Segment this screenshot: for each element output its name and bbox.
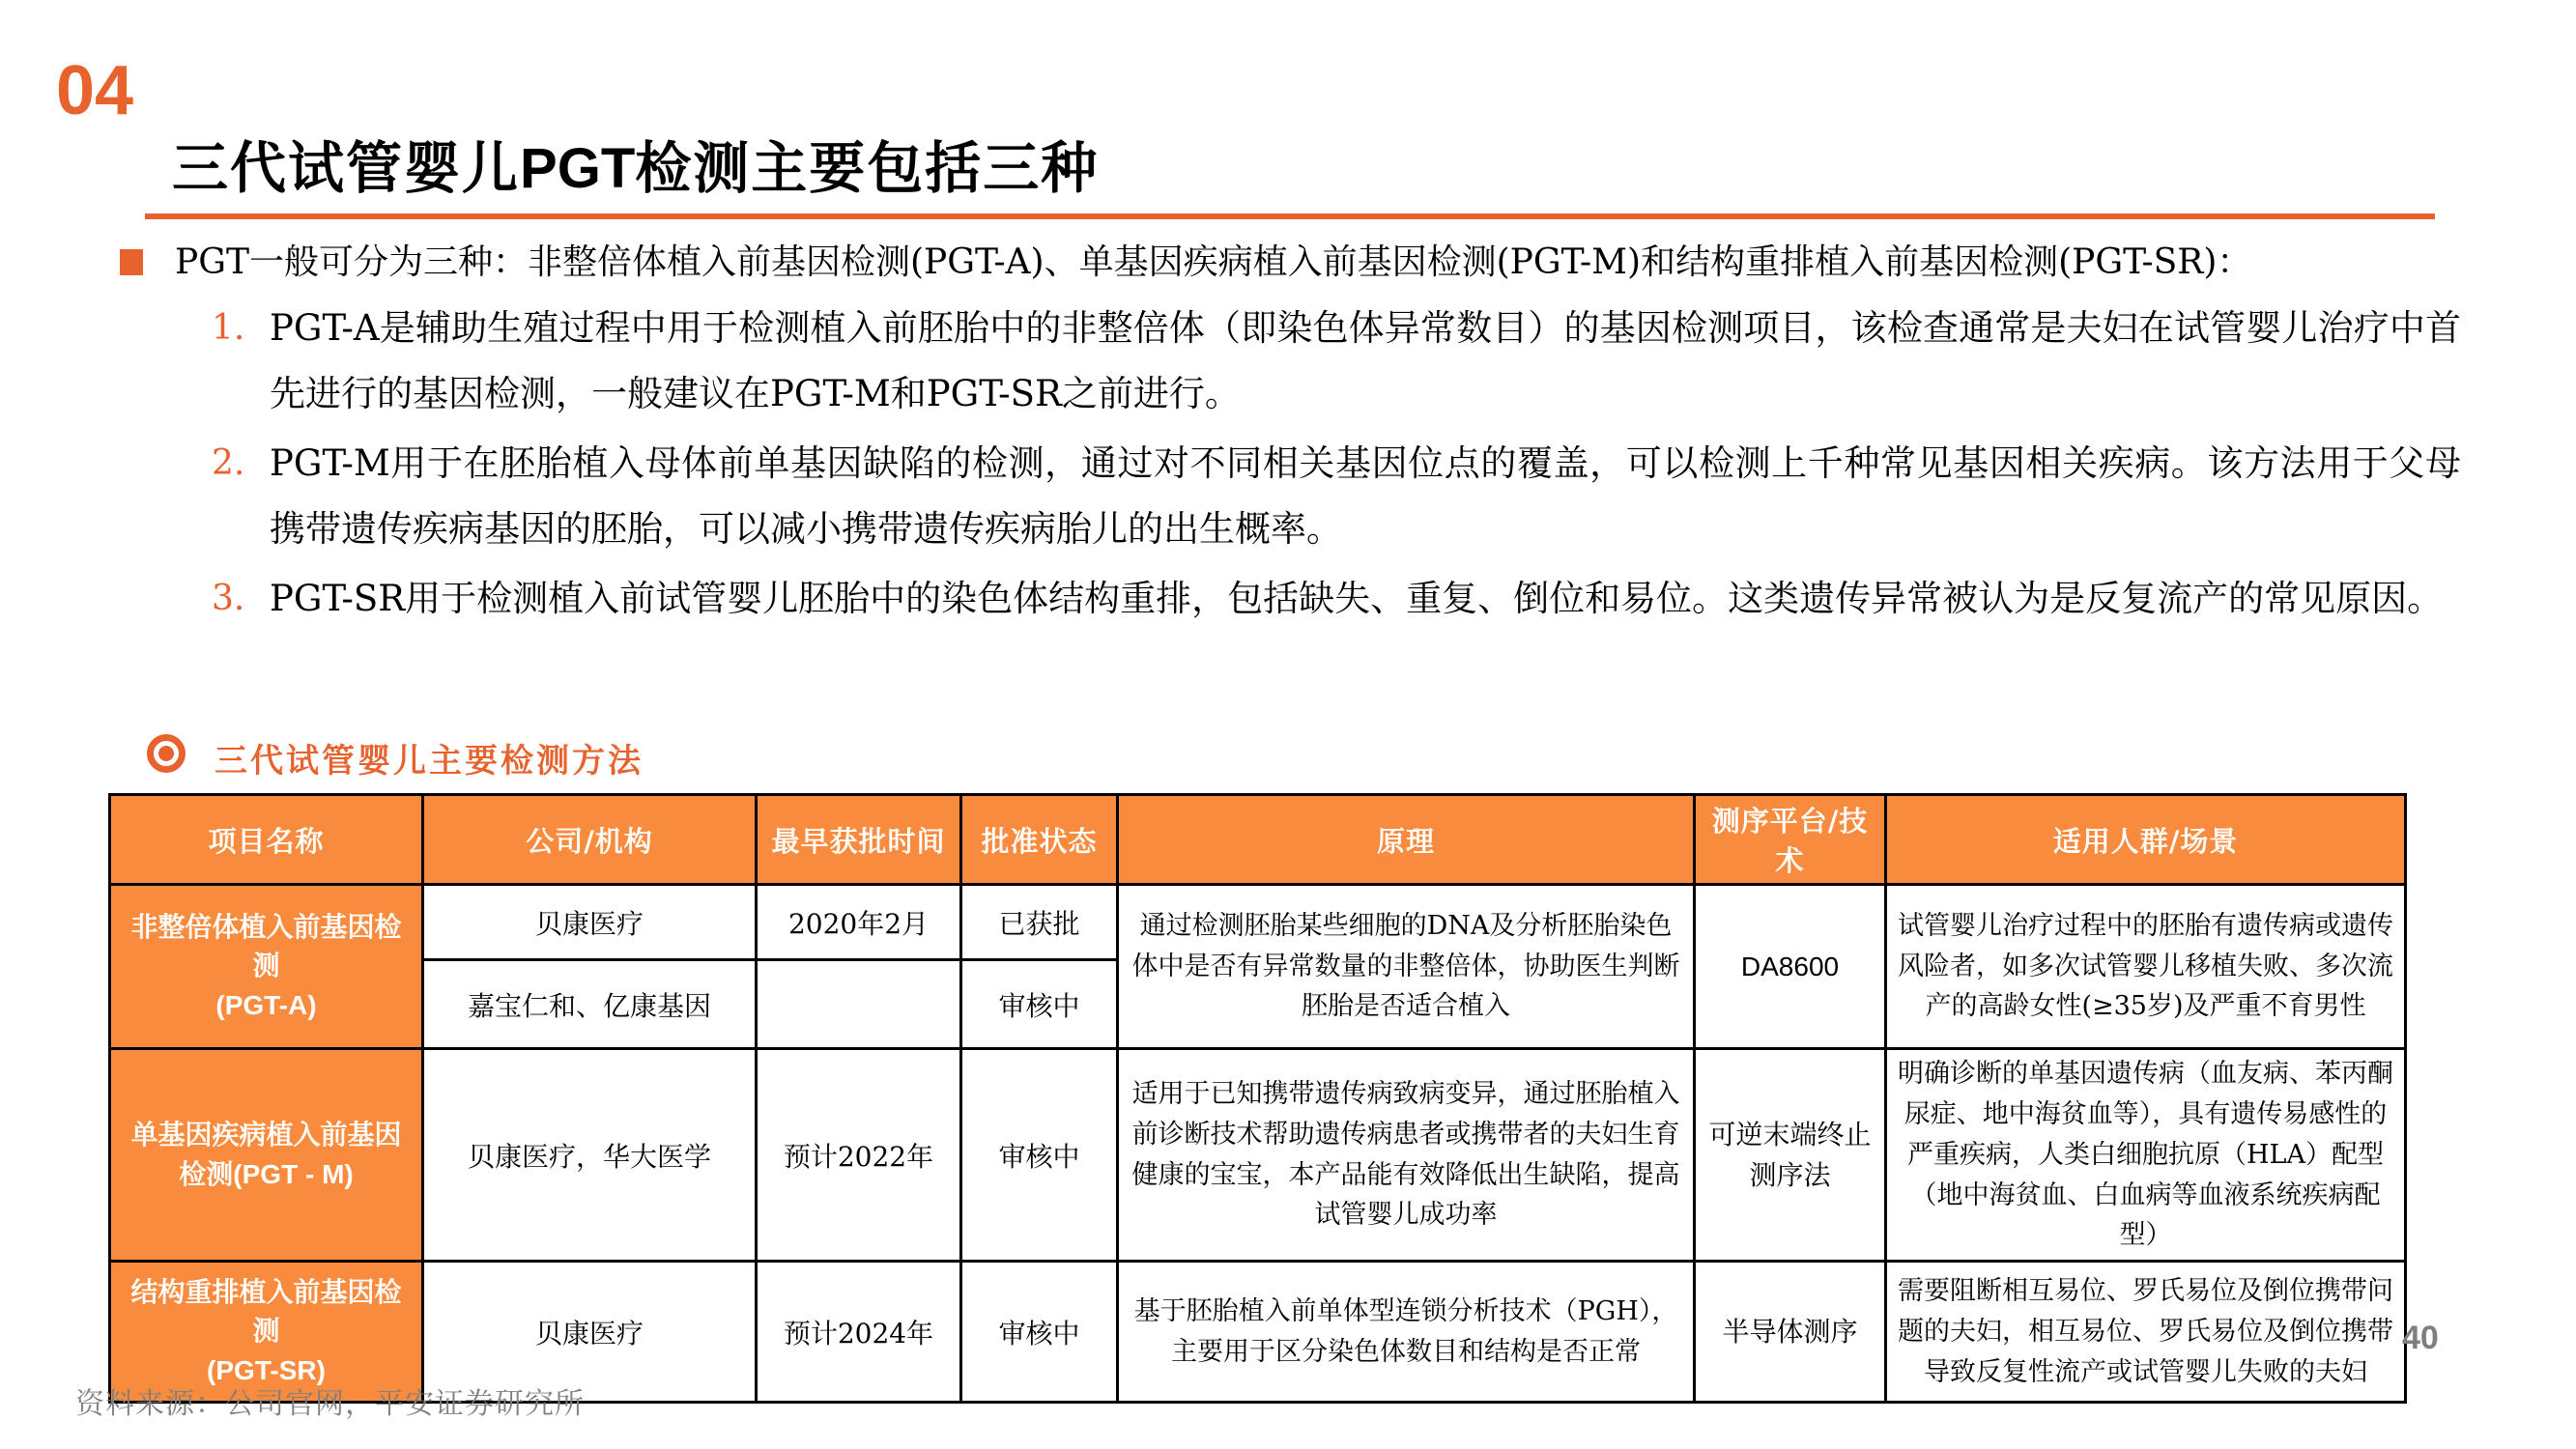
bullseye-icon [147, 734, 186, 773]
list-item [208, 431, 2461, 562]
col-header-project-name: 项目名称 [110, 795, 423, 885]
pgt-a-name-text: 非整倍体植入前基因检测 [130, 910, 402, 982]
col-header-approval-date: 最早获批时间 [757, 795, 961, 885]
cell-pgt-m-company: 贝康医疗，华大医学 [423, 1049, 757, 1262]
cell-pgt-sr-date: 预计2024年 [757, 1262, 961, 1403]
pgt-sr-name-text: 结构重排植入前基因检测 [130, 1275, 402, 1348]
cell-pgt-a-name [110, 885, 423, 1049]
page-title-suffix: 检测主要包括三种 [635, 135, 1100, 201]
pgt-m-name-code: (PGT - M) [233, 1158, 354, 1189]
numbered-list [208, 296, 2461, 636]
pgt-m-name-text: 单基因疾病植入前基因检测 [130, 1119, 402, 1190]
cell-pgt-a-date-2 [757, 960, 961, 1049]
page-title-en: PGT [520, 137, 636, 200]
cell-pgt-sr-principle: 基于胚胎植入前单体型连锁分析技术（PGH），主要用于区分染色体数目和结构是否正常 [1118, 1262, 1695, 1403]
intro-lead-text: PGT一般可分为三种：非整倍体植入前基因检测(PGT-A)、单基因疾病植入前基因检测(PGT-M)和结构重排植入前基因检测(PGT-SR)： [175, 242, 2252, 282]
cell-pgt-a-status-2: 审核中 [961, 960, 1118, 1049]
cell-pgt-a-platform: DA8600 [1695, 885, 1886, 1049]
col-header-principle: 原理 [1118, 795, 1695, 885]
pgt-sr-name-code: (PGT-SR) [207, 1355, 326, 1386]
list-item-text: PGT-SR用于检测植入前试管婴儿胚胎中的染色体结构重排，包括缺失、重复、倒位和易位。这类遗传异常被认为是反复流产的常见原因。 [270, 578, 2444, 619]
list-item-text: PGT-M用于在胚胎植入母体前单基因缺陷的检测，通过对不同相关基因位点的覆盖，可以检测上千种常见基因相关疾病。该方法用于父母携带遗传疾病基因的胚胎，可以减小携带遗传疾病胎儿的出生概率。 [270, 442, 2461, 550]
list-item [208, 296, 2461, 427]
list-item-number: 2. [212, 443, 245, 483]
col-header-company: 公司/机构 [423, 795, 757, 885]
cell-pgt-a-audience: 试管婴儿治疗过程中的胚胎有遗传病或遗传风险者，如多次试管婴儿移植失败、多次流产的高龄女性(≥35岁)及严重不育男性 [1886, 885, 2406, 1049]
title-underline [145, 213, 2435, 219]
table-row-pgt-m [110, 1049, 2406, 1262]
list-item-number: 1. [212, 308, 245, 348]
cell-pgt-sr-platform: 半导体测序 [1695, 1262, 1886, 1403]
list-item-text: PGT-A是辅助生殖过程中用于检测植入前胚胎中的非整倍体（即染色体异常数目）的基因检测项目，该检查通常是夫妇在试管婴儿治疗中首先进行的基因检测，一般建议在PGT-M和PGT-SR之前进行。 [270, 307, 2461, 414]
page-title [172, 135, 1099, 203]
pgt-a-name-code: (PGT-A) [215, 989, 317, 1020]
list-item-number: 3. [212, 579, 245, 618]
cell-pgt-a-company-1: 贝康医疗 [423, 885, 757, 960]
cell-pgt-m-date: 预计2022年 [757, 1049, 961, 1262]
list-item [208, 566, 2461, 632]
cell-pgt-a-company-2: 嘉宝仁和、亿康基因 [423, 960, 757, 1049]
source-note: 资料来源：公司官网，平安证券研究所 [75, 1387, 585, 1421]
cell-pgt-sr-status: 审核中 [961, 1262, 1118, 1403]
table-header-row [110, 795, 2406, 885]
cell-pgt-m-status: 审核中 [961, 1049, 1118, 1262]
col-header-status: 批准状态 [961, 795, 1118, 885]
table-section-title: 三代试管婴儿主要检测方法 [215, 742, 644, 781]
col-header-platform: 测序平台/技术 [1695, 795, 1886, 885]
cell-pgt-m-principle: 适用于已知携带遗传病致病变异，通过胚胎植入前诊断技术帮助遗传病患者或携带者的夫妇生育健康的宝宝，本产品能有效降低出生缺陷，提高试管婴儿成功率 [1118, 1049, 1695, 1262]
section-number: 04 [56, 52, 134, 129]
cell-pgt-m-platform: 可逆末端终止测序法 [1695, 1049, 1886, 1262]
page-number: 40 [2402, 1320, 2439, 1356]
pgt-methods-table [108, 793, 2407, 1404]
cell-pgt-a-principle: 通过检测胚胎某些细胞的DNA及分析胚胎染色体中是否有异常数量的非整倍体，协助医生判断胚胎是否适合植入 [1118, 885, 1695, 1049]
cell-pgt-m-name [110, 1049, 423, 1262]
cell-pgt-a-date-1: 2020年2月 [757, 885, 961, 960]
page-title-prefix: 三代试管婴儿 [172, 135, 521, 201]
cell-pgt-sr-audience: 需要阻断相互易位、罗氏易位及倒位携带问题的夫妇，相互易位、罗氏易位及倒位携带导致反复性流产或试管婴儿失败的夫妇 [1886, 1262, 2406, 1403]
cell-pgt-sr-company: 贝康医疗 [423, 1262, 757, 1403]
col-header-audience: 适用人群/场景 [1886, 795, 2406, 885]
table-row-pgt-a-1 [110, 885, 2406, 960]
cell-pgt-m-audience: 明确诊断的单基因遗传病（血友病、苯丙酮尿症、地中海贫血等），具有遗传易感性的严重疾病，人类白细胞抗原（HLA）配型（地中海贫血、白血病等血液系统疾病配型） [1886, 1049, 2406, 1262]
cell-pgt-a-status-1: 已获批 [961, 885, 1118, 960]
square-bullet-icon [120, 249, 143, 275]
